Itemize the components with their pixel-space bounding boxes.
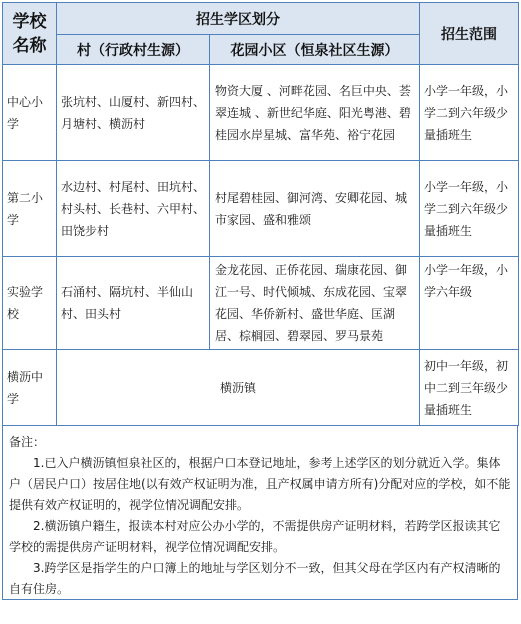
- garden-cell: 物资大厦 、河畔花园、名巨中央、荟翠连城 、新世纪华庭、阳光粤港、碧桂园水岸星城、富华苑、裕宁花园: [210, 65, 420, 161]
- note-item: 1.已入户横沥镇恒泉社区的，根据户口本登记地址，参考上述学区的划分就近入学。集体户（居民户口）按居住地(以有效产权证明为准，且产权属申请方所有)分配对应的学校，如不能提供有效产权证明的，视学位情况调配安排。: [9, 456, 511, 512]
- table-row: [3, 350, 519, 426]
- school-name-cell: 横沥中学: [3, 350, 57, 426]
- village-cell: 石涌村、隔坑村、半仙山村、田头村: [57, 257, 210, 350]
- garden-cell: 金龙花园、正侨花园、瑞康花园、御江一号、时代倾城、东成花园、宝翠花园、华侨新村、盛世华庭、匡湖居、棕榈园、碧翠园、罗马景苑: [210, 257, 420, 350]
- table-row: [3, 65, 519, 161]
- range-cell: 初中一年级，初中二到三年级少量插班生: [420, 350, 519, 426]
- garden-cell: 村尾碧桂园、御河湾、安卿花园、城市家园、盛和雅颂: [210, 161, 420, 257]
- school-name-header: [3, 3, 57, 65]
- school-name-cell: 实验学校: [3, 257, 57, 350]
- school-name-cell: 中心小学: [3, 65, 57, 161]
- division-header: 招生学区划分: [57, 3, 420, 35]
- school-name-cell: 第二小学: [3, 161, 57, 257]
- merged-area-cell: 横沥镇: [57, 350, 420, 426]
- range-cell: 小学一年级，小学二到六年级少量插班生: [420, 65, 519, 161]
- note-item: 2.横沥镇户籍生，报读本村对应公办小学的，不需提供房产证明材料，若跨学区报读其它学校的需提供房产证明材料，视学位情况调配安排。: [9, 519, 501, 554]
- notes-title: 备注：: [9, 435, 46, 449]
- village-cell: 水边村、村尾村、田坑村、村头村、长巷村、六甲村、田饶步村: [57, 161, 210, 257]
- enrollment-table: [2, 2, 519, 426]
- table-row: [3, 257, 519, 350]
- note-item: 3.跨学区是指学生的户口簿上的地址与学区划分不一致，但其父母在学区内有产权清晰的自有住房。: [9, 561, 501, 596]
- enrollment-document: [2, 2, 518, 600]
- school-name-header-line1: 学校: [12, 11, 47, 32]
- village-header: 村（行政村生源）: [57, 35, 210, 65]
- village-cell: 张坑村、山厦村、新四村、月塘村、横沥村: [57, 65, 210, 161]
- garden-header: 花园小区（恒泉社区生源）: [210, 35, 420, 65]
- school-name-header-line2: 名称: [12, 35, 47, 56]
- notes-section: [2, 426, 518, 600]
- range-cell: 小学一年级，小学六年级: [420, 257, 519, 350]
- range-cell: 小学一年级，小学二到六年级少量插班生: [420, 161, 519, 257]
- range-header: 招生范围: [420, 3, 519, 65]
- table-row: [3, 161, 519, 257]
